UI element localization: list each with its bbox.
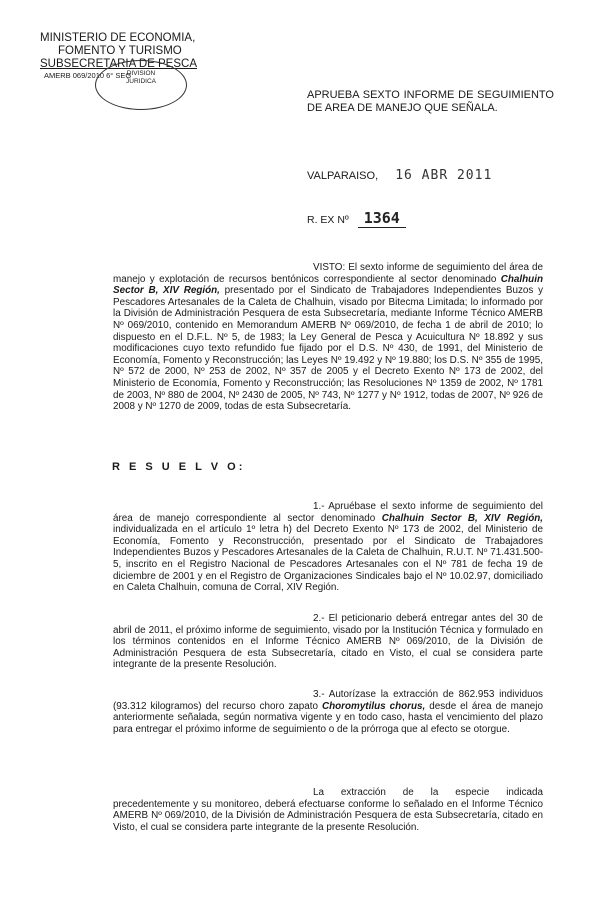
visto-intro: VISTO: El sexto informe de seguimiento del área de manejo y explotación de recursos bentónicos correspondiente al sector denominado — [113, 262, 543, 285]
point-3-text-b: desde el área de manejo anteriormente señalada, según normativa vigente y en todo caso, hasta el vencimiento del plazo para entregar el próximo informe de seguimiento o de la prórroga que al efecto se otorgue. — [113, 700, 543, 735]
amerb-reference: AMERB 069/2010 6° SEG — [44, 71, 132, 80]
resolution-point-3 — [113, 689, 543, 735]
point-1-text-b: individualizada en el artículo 1º letra h) del Decreto Exento Nº 173 de 2002, del Ministerio de Economía, Fomento y Reconstrucción, presentado por el Sindicato de Trabajadores Independientes Buzos y Pescadores Artesanales de la Caleta de Chalhuin, R.U.T. Nº 71.431.500-5, inscrito en el Registro Nacional de Pescadores Artesanales con el Nº 781 de fecha 19 de diciembre de 2001 y en el Registro de Organizaciones Sindicales bajo el Nº 10.02.97, domiciliado en Caleta Chalhuin, comuna de Corral, XIV Región. — [113, 524, 543, 594]
resolution-point-2: 2.- El peticionario deberá entregar antes del 30 de abril de 2011, el próximo informe de seguimiento, visado por la Institución Técnica y formulado en los términos contenidos en el Informe Técnico AMERB Nº 069/2010, de la División de Administración Pesquera de esta Subsecretaría, citado en Visto, el cual se considera parte integrante de la presente Resolución. — [113, 613, 543, 671]
resolution-number — [307, 209, 406, 227]
ministry-name: MINISTERIO DE ECONOMIA, — [40, 32, 196, 44]
location-date — [307, 168, 492, 183]
division-juridica-stamp — [95, 60, 187, 110]
resolution-point-3-continuation: La extracción de la especie indicada precedentemente y su monitoreo, deberá efectuarse conforme lo señalado en el Informe Técnico AMERB Nº 069/2010, de la División de Administración Pesquera de esta Subsecretaría, citado en Visto, el cual se considera parte integrante de la presente Resolución. — [113, 787, 543, 833]
stamp-line-1: DIVISION — [126, 70, 156, 77]
resolution-label: R. EX Nº — [307, 214, 349, 226]
point-1-text-a: 1.- Apruébase el sexto informe de seguimiento del área de manejo correspondiente al sector denominado — [113, 501, 543, 524]
resolution-point-1 — [113, 501, 543, 594]
stamp-line-2: JURIDICA — [126, 78, 156, 85]
resolution-number-value: 1364 — [358, 209, 406, 228]
point-3-text-a: 3.- Autorízase la extracción de 862.953 individuos (93.312 kilogramos) del recurso choro zapato — [113, 689, 543, 712]
point-1-sector: Chalhuin Sector B, XIV Región, — [381, 512, 543, 524]
visto-body: presentado por el Sindicato de Trabajadores Independientes Buzos y Pescadores Artesanales de la Caleta de Chalhuin, visado por Bitecma Limitada; lo informado por la División de Administración Pesquera de esta Subsecretaría, mediante Informe Técnico AMERB Nº 069/2010, contenido en Memorandum AMERB Nº 069/2010, de fecha 1 de abril de 2010; lo dispuesto en el D.F.L. Nº 5, de 1983; la Ley General de Pesca y Acuicultura Nº 18.892 y sus modificaciones cuyo texto refundido fue fijado por el D.S. Nº 430, de 1991, del Ministerio de Economía, Fomento y Reconstrucción; las Leyes Nº 19.492 y Nº 19.880; los D.S. Nº 355 de 1995, Nº 572 de 2000, Nº 253 de 2002, Nº 357 de 2005 y el Decreto Exento Nº 173 de 2002, del Ministerio de Economía, Fomento y Reconstrucción; las Resoluciones Nº 1359 de 2002, Nº 1781 de 2003, Nº 880 de 2004, Nº 2430 de 2005, Nº 743, Nº 1277 y Nº 1912, todas de 2007, Nº 926 de 2008 y Nº 1270 de 2009, todas de esta Subsecretaría. — [113, 285, 544, 413]
ministry-subtitle: FOMENTO Y TURISMO — [58, 45, 182, 57]
visto-paragraph — [113, 262, 543, 413]
date-stamp: 16 ABR 2011 — [395, 168, 493, 183]
point-3-species: Choromytilus chorus, — [321, 700, 426, 712]
visto-sector: Chalhuin Sector B, XIV Región, — [113, 273, 543, 297]
document-subject: APRUEBA SEXTO INFORME DE SEGUIMIENTO DE AREA DE MANEJO QUE SEÑALA. — [307, 89, 554, 114]
location-label: VALPARAISO, — [307, 170, 379, 182]
resuelvo-heading: R E S U E L V O: — [112, 461, 246, 473]
subsecretaria-name: SUBSECRETARIA DE PESCA — [40, 58, 197, 70]
